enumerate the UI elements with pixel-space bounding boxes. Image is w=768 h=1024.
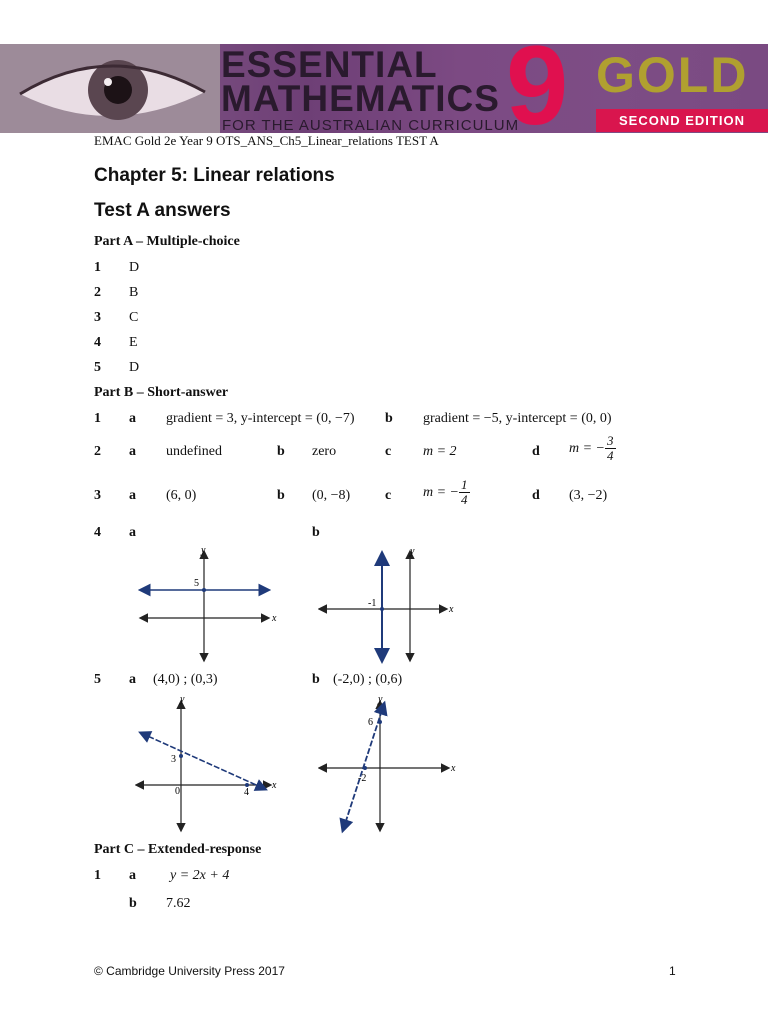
document-header-line: EMAC Gold 2e Year 9 OTS_ANS_Ch5_Linear_relations TEST A (94, 133, 439, 148)
intercept-point (380, 607, 384, 611)
answer-text: (3, −2) (569, 488, 608, 503)
y-intercept-point (378, 720, 382, 724)
graph-4b (318, 542, 468, 664)
intercept-point (202, 588, 206, 592)
y-axis-label: y (410, 546, 415, 557)
question-number: 2 (94, 285, 101, 300)
question-number: 5 (94, 360, 101, 375)
x-intercept-label: 4 (244, 787, 249, 798)
banner-title-line2: MATHEMATICS (221, 78, 500, 119)
question-number: 1 (94, 411, 101, 426)
graph-4a (135, 542, 285, 664)
fraction-denominator: 4 (461, 492, 468, 508)
answer-text: gradient = −5, y-intercept = (0, 0) (423, 411, 612, 426)
question-number: 1 (94, 868, 101, 883)
graph-5a (135, 692, 285, 834)
part-label: b (312, 672, 320, 687)
part-label: a (129, 525, 136, 540)
graph-line (141, 733, 265, 789)
mc-answer: C (129, 310, 139, 325)
y-axis-label: y (201, 545, 206, 556)
question-number: 4 (94, 335, 101, 350)
part-label: b (129, 896, 137, 911)
book-banner (0, 44, 768, 133)
question-number: 4 (94, 525, 101, 540)
question-number: 2 (94, 444, 101, 459)
y-intercept-point (179, 754, 183, 758)
intercept-label: -1 (368, 598, 377, 609)
part-b-heading: Part B – Short-answer (94, 385, 229, 400)
part-label: a (129, 411, 136, 426)
x-axis-label: x (272, 780, 277, 791)
answer-text: (6, 0) (166, 488, 197, 503)
chapter-title: Chapter 5: Linear relations (94, 165, 335, 186)
part-a-heading: Part A – Multiple-choice (94, 234, 240, 249)
fraction-prefix: m = − (569, 440, 606, 456)
answer-text: undefined (166, 444, 222, 459)
y-axis-label: y (180, 694, 185, 705)
banner-edition: SECOND EDITION (596, 109, 768, 132)
fraction-numerator: 1 (461, 477, 468, 492)
test-title: Test A answers (94, 200, 231, 221)
answer-text: 7.62 (166, 896, 191, 911)
banner-subtitle: FOR THE AUSTRALIAN CURRICULUM (222, 117, 520, 133)
part-label: d (532, 488, 540, 503)
part-label: c (385, 444, 392, 459)
y-intercept-label: 6 (368, 717, 373, 728)
graph-5b (318, 692, 468, 834)
answer-text: gradient = 3, y-intercept = (0, −7) (166, 411, 355, 426)
part-label: b (385, 411, 393, 426)
part-label: a (129, 488, 136, 503)
x-axis-label: x (272, 613, 277, 624)
intercept-label: 5 (194, 578, 199, 589)
banner-level: GOLD (596, 47, 749, 103)
fraction-denominator: 4 (607, 448, 614, 464)
x-axis-label: x (449, 604, 454, 615)
part-c-heading: Part C – Extended-response (94, 842, 262, 857)
answer-text: zero (312, 444, 337, 459)
answer-text: (4,0) ; (0,3) (153, 672, 218, 687)
page-number: 1 (669, 964, 676, 978)
question-number: 1 (94, 260, 101, 275)
answer-text: (0, −8) (312, 488, 351, 503)
part-label: a (129, 672, 136, 687)
part-label: d (532, 444, 540, 459)
mc-answer: D (129, 360, 140, 375)
question-number: 5 (94, 672, 101, 687)
banner-year: 9 (506, 44, 569, 133)
copyright-notice: © Cambridge University Press 2017 (94, 964, 285, 978)
x-intercept-point (363, 766, 367, 770)
question-number: 3 (94, 310, 101, 325)
part-label: b (277, 444, 285, 459)
part-label: b (277, 488, 285, 503)
question-number: 3 (94, 488, 101, 503)
banner-title-line1: ESSENTIAL (221, 44, 438, 85)
mc-answer: E (129, 335, 138, 350)
fraction-answer (569, 434, 616, 464)
x-axis-label: x (451, 763, 456, 774)
part-label: c (385, 488, 392, 503)
origin-label: 0 (175, 786, 180, 797)
y-intercept-label: 3 (171, 754, 176, 765)
x-intercept-label: -2 (358, 773, 367, 784)
fraction-prefix: m = − (423, 484, 460, 500)
mc-answer: B (129, 285, 139, 300)
part-label: b (312, 525, 320, 540)
eye-image (0, 44, 220, 133)
fraction-numerator: 3 (607, 433, 614, 448)
answer-text: (-2,0) ; (0,6) (333, 672, 403, 687)
mc-answer: D (129, 260, 140, 275)
part-label: a (129, 868, 136, 883)
answer-text: m = 2 (423, 444, 457, 459)
answer-text: y = 2x + 4 (170, 868, 230, 883)
part-label: a (129, 444, 136, 459)
y-axis-label: y (378, 694, 383, 705)
fraction-answer (423, 478, 470, 508)
